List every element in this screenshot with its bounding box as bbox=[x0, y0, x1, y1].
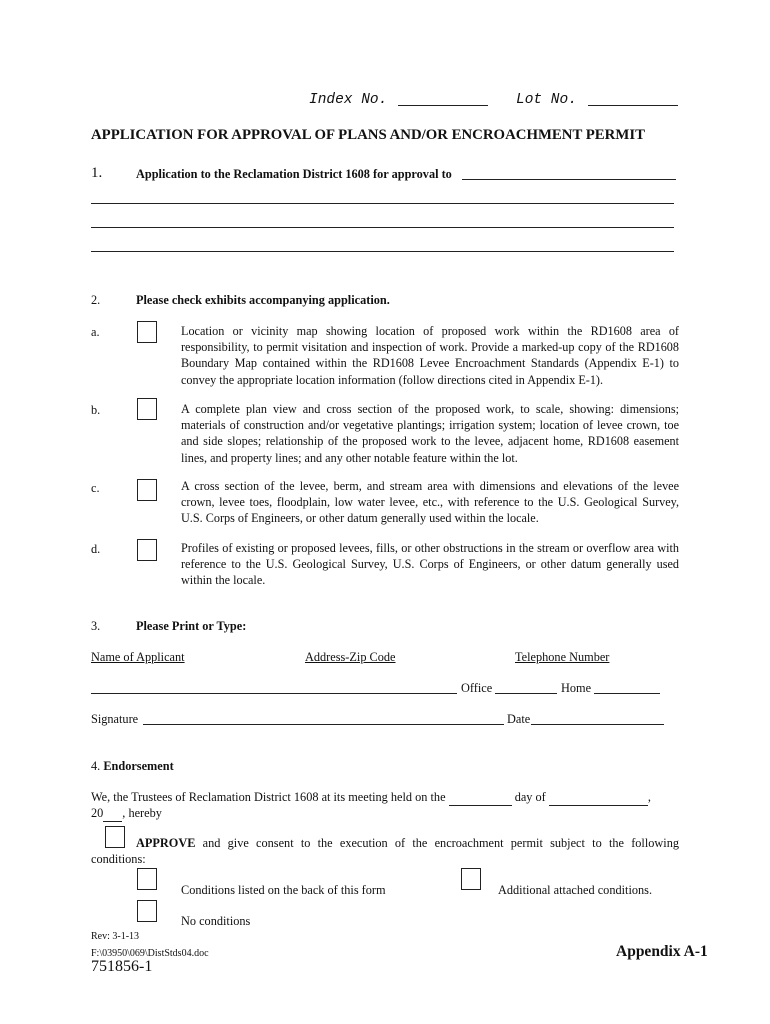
exhibit-a-checkbox[interactable] bbox=[137, 321, 157, 343]
home-label: Home bbox=[561, 681, 592, 695]
endorsement-line-2 bbox=[91, 806, 162, 822]
section3-heading: Please Print or Type: bbox=[136, 619, 247, 633]
additional-conditions-checkbox[interactable] bbox=[461, 868, 481, 890]
endorsement-comma: , bbox=[647, 790, 651, 804]
year-prefix: 20 bbox=[91, 806, 104, 820]
endorsement-hereby: , hereby bbox=[122, 806, 162, 820]
exhibit-b-checkbox[interactable] bbox=[137, 398, 157, 420]
file-path: F:\03950\069\DistStds04.doc bbox=[91, 948, 209, 959]
year-field[interactable] bbox=[103, 806, 122, 822]
column-address bbox=[305, 650, 396, 665]
index-no-field[interactable] bbox=[398, 105, 488, 106]
additional-conditions-label: Additional attached conditions. bbox=[498, 883, 653, 897]
endorsement-line-1 bbox=[91, 790, 651, 806]
description-line-2[interactable] bbox=[91, 227, 674, 228]
endorsement-day-of: day of bbox=[514, 790, 546, 804]
exhibit-d-text: Profiles of existing or proposed levees, fills, or other obstructions in the stream or overflow area with reference to the U.S. Geological Survey, U.S. Corps of Engineers, or other datum generally used within the locale. bbox=[181, 541, 679, 588]
document-number: 751856-1 bbox=[91, 958, 153, 975]
column-telephone-text: Telephone Number bbox=[515, 650, 610, 664]
section2-number: 2. bbox=[91, 293, 101, 307]
revision-date: Rev: 3-1-13 bbox=[91, 931, 140, 942]
column-address-text: Address-Zip Code bbox=[305, 650, 396, 664]
index-no-text: Index No. bbox=[309, 92, 388, 108]
lot-no-field[interactable] bbox=[588, 105, 678, 106]
description-line-3[interactable] bbox=[91, 251, 674, 252]
exhibit-c-text: A cross section of the levee, berm, and stream area with dimensions and elevations of the levee crown, levee toes, floodplain, low water levee, etc., with reference to the U.S. Geological Survey, U.S. Corps of Engineers, or other datum generally used within the locale. bbox=[181, 479, 679, 526]
office-label: Office bbox=[461, 681, 493, 695]
exhibit-a-letter: a. bbox=[91, 325, 100, 339]
approve-word: APPROVE bbox=[136, 836, 196, 850]
column-name-text: Name of Applicant bbox=[91, 650, 185, 664]
column-name-of-applicant bbox=[91, 650, 185, 665]
approve-conditions-label: conditions: bbox=[91, 852, 146, 866]
section1-number: 1. bbox=[91, 165, 103, 181]
lot-no-label bbox=[516, 92, 577, 108]
exhibit-b-letter: b. bbox=[91, 403, 101, 417]
signature-label: Signature bbox=[91, 712, 139, 726]
signature-field[interactable] bbox=[143, 724, 504, 725]
approve-rest: and give consent to the execution of the encroachment permit subject to the following bbox=[202, 836, 680, 850]
no-conditions-checkbox[interactable] bbox=[137, 900, 157, 922]
home-phone-field[interactable] bbox=[594, 693, 660, 694]
exhibit-c-checkbox[interactable] bbox=[137, 479, 157, 501]
approval-to-field[interactable] bbox=[462, 179, 676, 180]
exhibit-b-text: A complete plan view and cross section of the proposed work, to scale, showing: dimensions; materials of construction and/or vegetative plantings; irrigation system; location of levee crown, toe and side slopes; relationship of the proposed work to the levee, adjacent home, RD1608 easement lines, and property lines; and any other notable feature within the lot. bbox=[181, 402, 679, 465]
approve-checkbox[interactable] bbox=[105, 826, 125, 848]
exhibit-a-text: Location or vicinity map showing location of proposed work within the RD1608 area of responsibility, to permit visitation and inspection of work. Provide a marked-up copy of the RD1608 Boundary Map contained within the RD1608 Levee Encroachment Standards (Appendix E-1) to convey the appropriate location information (follow directions cited in Appendix E-1). bbox=[181, 324, 679, 387]
page-title: APPLICATION FOR APPROVAL OF PLANS AND/OR ENCROACHMENT PERMIT bbox=[91, 127, 645, 143]
approve-statement bbox=[136, 836, 679, 851]
lot-no-text: Lot No. bbox=[516, 92, 577, 108]
section1-text bbox=[136, 167, 452, 182]
section3-number: 3. bbox=[91, 619, 101, 633]
exhibit-d-letter: d. bbox=[91, 542, 101, 556]
endorsement-line1-start: We, the Trustees of Reclamation District 1608 at its meeting held on the bbox=[91, 790, 446, 804]
section4-title bbox=[91, 759, 174, 774]
exhibit-d-checkbox[interactable] bbox=[137, 539, 157, 561]
section4-number: 4. bbox=[91, 759, 101, 773]
exhibit-c-letter: c. bbox=[91, 481, 100, 495]
date-label: Date bbox=[507, 712, 531, 726]
conditions-back-label: Conditions listed on the back of this form bbox=[181, 883, 386, 897]
section4-heading: Endorsement bbox=[103, 759, 174, 773]
date-field[interactable] bbox=[531, 724, 664, 725]
appendix-label: Appendix A-1 bbox=[616, 943, 708, 960]
section2-heading: Please check exhibits accompanying application. bbox=[136, 293, 390, 307]
meeting-month-field[interactable] bbox=[549, 790, 648, 806]
section1-label: Application to the Reclamation District 1608 for approval to bbox=[136, 167, 452, 181]
column-telephone bbox=[515, 650, 609, 665]
office-phone-field[interactable] bbox=[495, 693, 557, 694]
description-line-1[interactable] bbox=[91, 203, 674, 204]
index-no-label bbox=[309, 92, 387, 108]
no-conditions-label: No conditions bbox=[181, 914, 251, 928]
conditions-back-checkbox[interactable] bbox=[137, 868, 157, 890]
meeting-day-field[interactable] bbox=[449, 790, 512, 806]
applicant-name-address-field[interactable] bbox=[91, 693, 457, 694]
